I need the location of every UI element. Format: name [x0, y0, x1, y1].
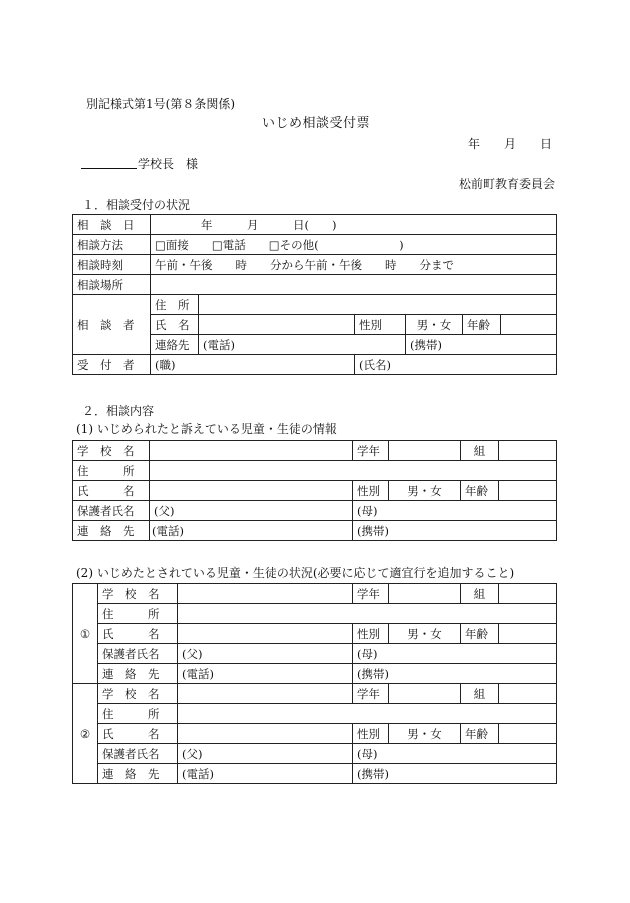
- offender2-father-field[interactable]: (父): [178, 744, 353, 764]
- consulter-sex-label: 性別: [355, 315, 406, 335]
- consult-place-field[interactable]: [151, 275, 557, 295]
- offender-table: [72, 583, 557, 784]
- offender1-age-field[interactable]: [499, 624, 557, 644]
- offender1-contact-label: 連 絡 先: [98, 664, 178, 684]
- table-row: [73, 764, 557, 784]
- principal-blank-line: [81, 168, 137, 169]
- victim-school-label: 学 校 名: [73, 441, 150, 461]
- consulter-name-label: 氏 名: [151, 315, 199, 335]
- offender2-sex-value[interactable]: 男・女: [389, 724, 461, 744]
- victim-mother-field[interactable]: (母): [353, 501, 557, 521]
- principal-addressee: 学校長 様: [138, 157, 199, 171]
- receiver-name-field[interactable]: (氏名): [355, 355, 557, 375]
- offender2-contact-label: 連 絡 先: [98, 764, 178, 784]
- sub1-heading: (1) いじめられたと訴えている児童・生徒の情報: [76, 422, 337, 436]
- entry-number: ②: [73, 684, 98, 784]
- offender2-school-label: 学 校 名: [98, 684, 178, 704]
- victim-school-field[interactable]: [150, 441, 353, 461]
- consulter-name-field[interactable]: [199, 315, 355, 335]
- table-row: [73, 521, 557, 541]
- consulter-phone-field[interactable]: (電話): [199, 335, 406, 355]
- offender1-class-field[interactable]: [499, 584, 557, 604]
- offender2-class-field[interactable]: [499, 684, 557, 704]
- table-row: [73, 461, 557, 481]
- entry-number: ①: [73, 584, 98, 684]
- table-row: [73, 215, 557, 235]
- table-row: [73, 704, 557, 724]
- victim-sex-label: 性別: [353, 481, 389, 501]
- offender1-grade-label: 学年: [353, 584, 389, 604]
- date-line: 年 月 日: [468, 137, 553, 151]
- victim-name-field[interactable]: [150, 481, 353, 501]
- consulter-address-field[interactable]: [199, 295, 557, 315]
- table-row: [73, 441, 557, 461]
- table-row: [73, 481, 557, 501]
- offender2-school-field[interactable]: [178, 684, 353, 704]
- consulter-label: 相 談 者: [73, 295, 151, 355]
- receiver-job-field[interactable]: (職): [151, 355, 355, 375]
- victim-name-label: 氏 名: [73, 481, 150, 501]
- table-row: [73, 275, 557, 295]
- offender1-school-field[interactable]: [178, 584, 353, 604]
- victim-grade-field[interactable]: [389, 441, 461, 461]
- consult-time-value[interactable]: 午前・午後 時 分から午前・午後 時 分まで: [151, 255, 557, 275]
- offender1-address-label: 住 所: [98, 604, 178, 624]
- offender2-grade-field[interactable]: [389, 684, 461, 704]
- table-row: [73, 255, 557, 275]
- table-row: [73, 235, 557, 255]
- offender1-age-label: 年齢: [461, 624, 499, 644]
- offender1-grade-field[interactable]: [389, 584, 461, 604]
- consulter-sex-value[interactable]: 男・女: [406, 315, 463, 335]
- consulter-age-field[interactable]: [501, 315, 557, 335]
- victim-sex-value[interactable]: 男・女: [389, 481, 461, 501]
- table-row: [73, 604, 557, 624]
- offender2-age-field[interactable]: [499, 724, 557, 744]
- consult-method-options[interactable]: □面接 □電話 □その他( ): [151, 235, 557, 255]
- victim-table: [72, 440, 557, 541]
- consulter-address-label: 住 所: [151, 295, 199, 315]
- issuer: 松前町教育委員会: [459, 177, 556, 191]
- offender2-mother-field[interactable]: (母): [353, 744, 557, 764]
- offender1-sex-label: 性別: [353, 624, 389, 644]
- table-row: [73, 501, 557, 521]
- table-row: [73, 355, 557, 375]
- offender1-guardian-label: 保護者氏名: [98, 644, 178, 664]
- offender2-class-label: 組: [461, 684, 499, 704]
- offender2-address-label: 住 所: [98, 704, 178, 724]
- victim-contact-label: 連 絡 先: [73, 521, 150, 541]
- consulter-age-label: 年齢: [463, 315, 501, 335]
- offender1-sex-value[interactable]: 男・女: [389, 624, 461, 644]
- table-row: [73, 644, 557, 664]
- table-row: [73, 295, 557, 315]
- offender2-age-label: 年齢: [461, 724, 499, 744]
- table-row: [73, 744, 557, 764]
- consult-time-label: 相談時刻: [73, 255, 151, 275]
- offender2-address-field[interactable]: [178, 704, 557, 724]
- victim-address-label: 住 所: [73, 461, 150, 481]
- section1-heading: １．相談受付の状況: [82, 198, 191, 212]
- offender1-school-label: 学 校 名: [98, 584, 178, 604]
- page-title: いじめ相談受付票: [262, 116, 371, 131]
- victim-class-label: 組: [461, 441, 499, 461]
- victim-class-field[interactable]: [499, 441, 557, 461]
- offender2-guardian-label: 保護者氏名: [98, 744, 178, 764]
- consulter-mobile-field[interactable]: (携帯): [406, 335, 557, 355]
- reception-table: [72, 214, 557, 375]
- receiver-label: 受 付 者: [73, 355, 151, 375]
- consult-method-label: 相談方法: [73, 235, 151, 255]
- victim-age-label: 年齢: [461, 481, 499, 501]
- offender1-phone-field[interactable]: (電話): [178, 664, 353, 684]
- offender1-mobile-field[interactable]: (携帯): [353, 664, 557, 684]
- offender1-address-field[interactable]: [178, 604, 557, 624]
- victim-guardian-label: 保護者氏名: [73, 501, 150, 521]
- offender1-mother-field[interactable]: (母): [353, 644, 557, 664]
- offender2-name-field[interactable]: [178, 724, 353, 744]
- offender2-sex-label: 性別: [353, 724, 389, 744]
- victim-mobile-field[interactable]: (携帯): [353, 521, 557, 541]
- table-row: [73, 724, 557, 744]
- form-number: 別記様式第1号(第８条関係): [86, 97, 235, 111]
- consult-place-label: 相談場所: [73, 275, 151, 295]
- victim-father-field[interactable]: (父): [150, 501, 353, 521]
- offender1-father-field[interactable]: (父): [178, 644, 353, 664]
- table-row: [73, 584, 557, 604]
- section2-heading: ２．相談内容: [82, 404, 155, 418]
- victim-phone-field[interactable]: (電話): [150, 521, 353, 541]
- offender1-name-field[interactable]: [178, 624, 353, 644]
- offender1-name-label: 氏 名: [98, 624, 178, 644]
- victim-address-field[interactable]: [150, 461, 557, 481]
- table-row: [73, 664, 557, 684]
- offender2-grade-label: 学年: [353, 684, 389, 704]
- consult-date-label: 相 談 日: [73, 215, 151, 235]
- offender2-name-label: 氏 名: [98, 724, 178, 744]
- sub2-heading: (2) いじめたとされている児童・生徒の状況(必要に応じて適宜行を追加すること): [76, 566, 515, 580]
- offender1-class-label: 組: [461, 584, 499, 604]
- offender2-phone-field[interactable]: (電話): [178, 764, 353, 784]
- consult-date-value[interactable]: 年 月 日( ): [151, 215, 557, 235]
- offender2-mobile-field[interactable]: (携帯): [353, 764, 557, 784]
- victim-age-field[interactable]: [499, 481, 557, 501]
- victim-grade-label: 学年: [353, 441, 389, 461]
- table-row: [73, 624, 557, 644]
- consulter-contact-label: 連絡先: [151, 335, 199, 355]
- table-row: [73, 684, 557, 704]
